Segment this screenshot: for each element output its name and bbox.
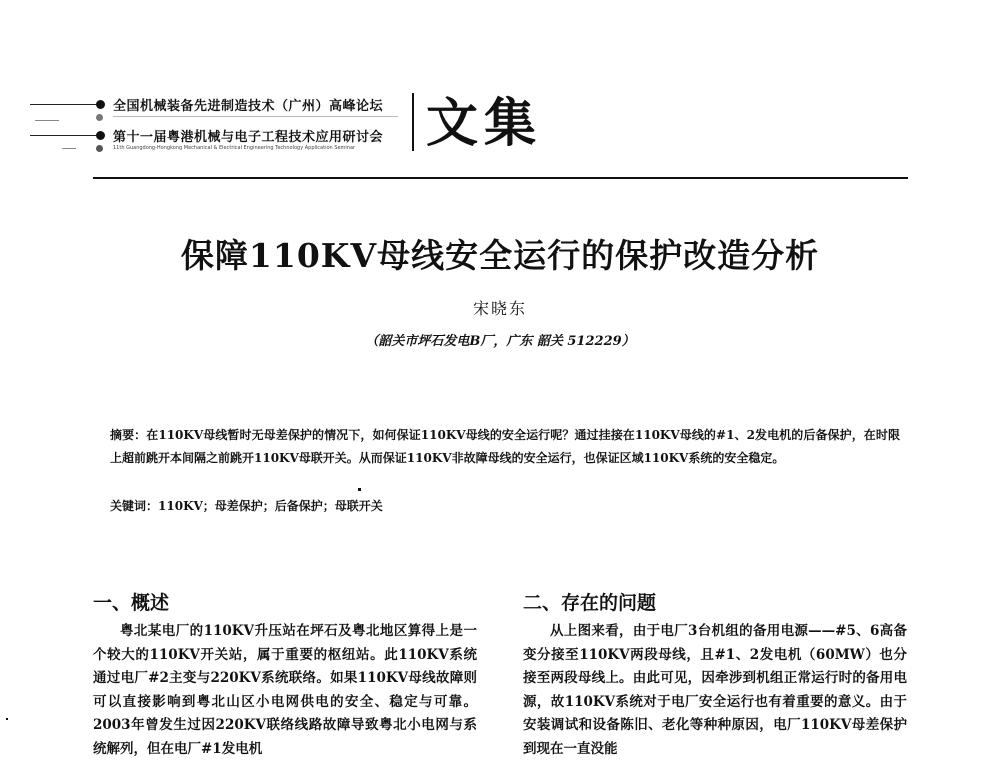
header-bullet-3 xyxy=(96,131,105,140)
author-affiliation: （韶关市坪石发电B厂，广东 韶关 512229） xyxy=(365,334,635,349)
header-separator xyxy=(412,93,414,151)
header-bullet-2 xyxy=(96,114,103,121)
header-rule-left-2 xyxy=(35,120,59,121)
header-rule-left-1 xyxy=(30,104,96,105)
author-name: 宋晓东 xyxy=(472,299,527,318)
abstract xyxy=(110,424,900,470)
header-rule xyxy=(93,177,908,179)
collection-label: 文集 xyxy=(426,93,543,154)
section-title-overview: 一、概述 xyxy=(93,592,170,614)
forum-title-1-faint-rule xyxy=(113,116,398,117)
section-title-problems: 二、存在的问题 xyxy=(523,592,657,614)
stray-mark xyxy=(358,488,361,491)
header-rule-left-4 xyxy=(62,148,76,149)
section-body-problems: 从上图来看，由于电厂3台机组的备用电源——#5、6高备变分接至110KV两段母线，且#1、2发电机（60MW）也分接至两段母线上。由此可见，因牵涉到机组正常运行时的备用电源，故110KV系统对于电厂安全运行也有着重要的意义。由于安装调试和设备陈旧、老化等种种原因，电厂110KV母差保护到现在一直没能 xyxy=(523,623,907,757)
abstract-text: 在110KV母线暂时无母差保护的情况下，如何保证110KV母线的安全运行呢？通过挂接在110KV母线的#1、2发电机的后备保护，在时限上超前跳开本间隔之前跳开110KV母联开关。从而保证110KV非故障母线的安全运行，也保证区域110KV系统的安全稳定。 xyxy=(110,428,900,465)
margin-mark xyxy=(6,718,8,720)
section-body-overview: 粤北某电厂的110KV升压站在坪石及粤北地区算得上是一个较大的110KV开关站，属于重要的枢纽站。此110KV系统通过电厂#2主变与220KV系统联络。如果110KV母线故障则可以直接影响到粤北山区小电网供电的安全、稳定与可靠。2003年曾发生过因220KV联络线路故障导致粤北小电网与系统解列，但在电厂#1发电机 xyxy=(93,623,477,757)
forum-title-2-english: 11th Guangdong-Hongkong Mechanical & Electrical Engineering Technology Application Seminar xyxy=(113,145,356,151)
abstract-label: 摘要： xyxy=(110,428,147,442)
keywords-label: 关键词： xyxy=(110,499,159,513)
keywords xyxy=(110,496,900,516)
paper-title: 保障110KV母线安全运行的保护改造分析 xyxy=(180,236,820,275)
header-bullet-1 xyxy=(96,100,105,109)
header-bullet-4 xyxy=(96,145,103,152)
forum-title-2: 第十一届粤港机械与电子工程技术应用研讨会 xyxy=(113,130,384,145)
header-rule-left-3 xyxy=(30,135,96,136)
forum-title-1: 全国机械装备先进制造技术（广州）高峰论坛 xyxy=(113,99,384,114)
keywords-text: 110KV；母差保护；后备保护；母联开关 xyxy=(158,499,383,513)
